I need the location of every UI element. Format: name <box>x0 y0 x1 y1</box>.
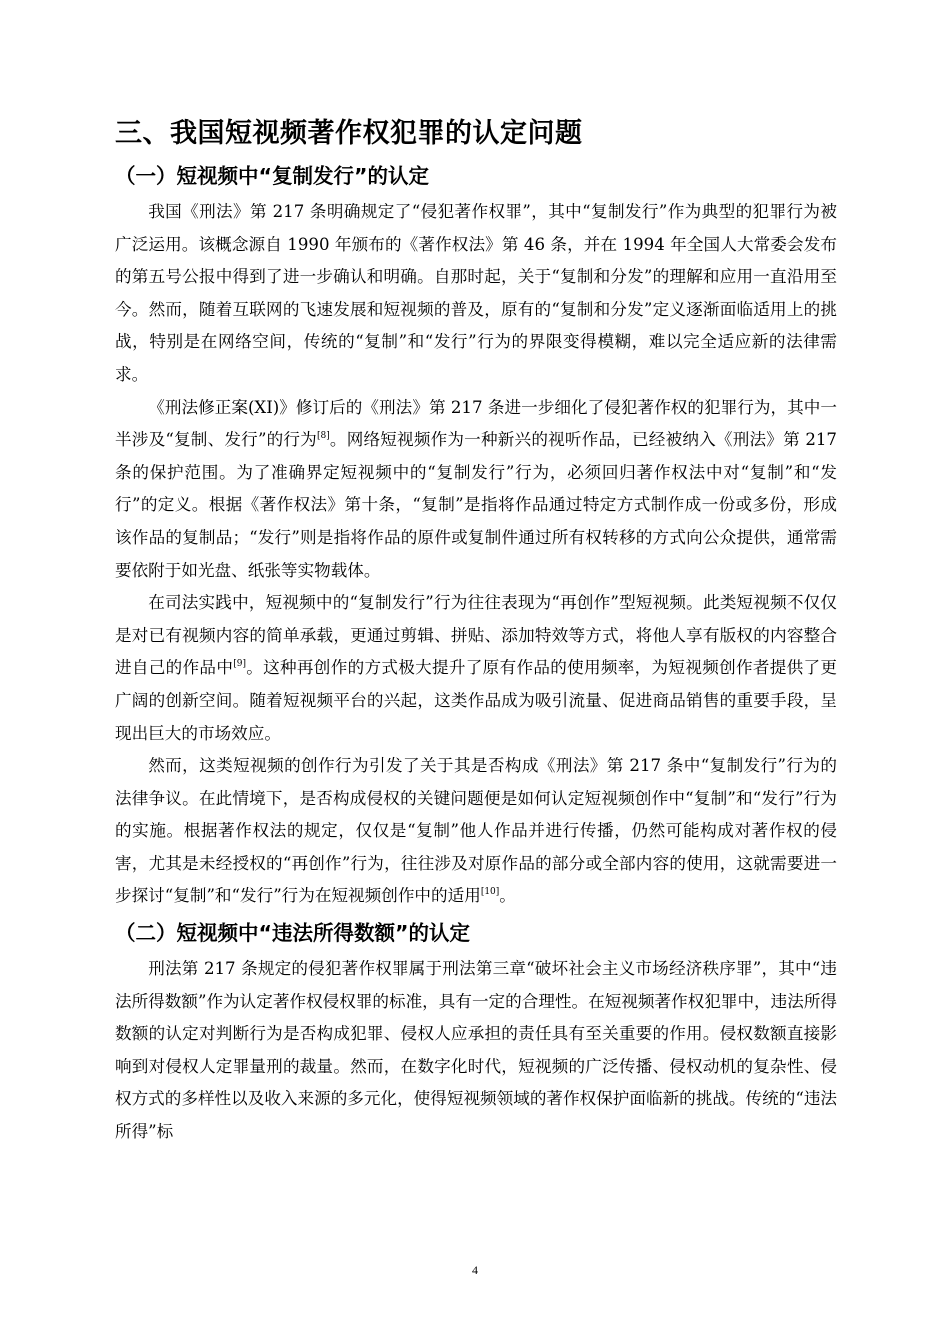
page-content <box>115 112 837 1149</box>
citation-reference: [10] <box>480 887 500 898</box>
citation-reference: [9] <box>233 659 246 670</box>
paragraph-text: 我国《刑法》第 217 条明确规定了“侵犯著作权罪”，其中“复制发行”作为典型的犯罪行为被广泛运用。该概念源自 1990 年颁布的《著作权法》第 46 条，并在 1994 年全国人大常委会发布的第五号公报中得到了进一步确认和明确。自那时起，关于“复制和分发”的理解和应用一直沿用至今。然而，随着互联网的飞速发展和短视频的普及，原有的“复制和分发”定义逐渐面临适用上的挑战，特别是在网络空间，传统的“复制”和“发行”行为的界限变得模糊，难以完全适应新的法律需求。 <box>115 202 837 384</box>
chapter-heading: 三、我国短视频著作权犯罪的认定问题 <box>115 118 583 149</box>
paragraph-text: 在司法实践中，短视频中的“复制发行”行为往往表现为“再创作”型短视频。此类短视频不仅仅是对已有视频内容的简单承载，更通过剪辑、拼贴、添加特效等方式，将他人享有版权的内容整合进自己的作品中 <box>115 593 837 678</box>
paragraph-text: 然而，这类短视频的创作行为引发了关于其是否构成《刑法》第 217 条中“复制发行”行为的法律争议。在此情境下，是否构成侵权的关键问题便是如何认定短视频创作中“复制”和“发行”行为的实施。根据著作权法的规定，仅仅是“复制”他人作品并进行传播，仍然可能构成对著作权的侵害，尤其是未经授权的“再创作”行为，往往涉及对原作品的部分或全部内容的使用，这就需要进一步探讨“复制”和“发行”行为在短视频创作中的适用 <box>115 756 837 906</box>
paragraph <box>115 953 837 1149</box>
page-number: 4 <box>472 1263 478 1277</box>
section-2-heading: （二）短视频中“违法所得数额”的认定 <box>115 921 470 946</box>
paragraph <box>115 392 837 588</box>
citation-reference: [8] <box>316 431 330 442</box>
paragraph-text: 。网络短视频作为一种新兴的视听作品，已经被纳入《刑法》第 217 条的保护范围。为了准确界定短视频中的“复制发行”行为，必须回归著作权法中对“复制”和“发行”的定义。根据《著作权法》第十条，“复制”是指将作品通过特定方式制作成一份或多份，形成该作品的复制品；“发行”则是指将作品的原件或复制件通过所有权转移的方式向公众提供，通常需要依附于如光盘、纸张等实物载体。 <box>115 430 837 580</box>
paragraph-text: 《刑法修正案(XI)》修订后的《刑法》第 217 条进一步细化了侵犯著作权的犯罪行为，其中一半涉及“复制、发行”的行为 <box>115 397 837 450</box>
paragraph <box>115 587 837 750</box>
paragraph-text: 刑法第 217 条规定的侵犯著作权罪属于刑法第三章“破坏社会主义市场经济秩序罪”，其中“违法所得数额”作为认定著作权侵权罪的标准，具有一定的合理性。在短视频著作权犯罪中，违法所得数额的认定对判断行为是否构成犯罪、侵权人应承担的责任具有至关重要的作用。侵权数额直接影响到对侵权人定罪量刑的裁量。然而，在数字化时代，短视频的广泛传播、侵权动机的复杂性、侵权方式的多样性以及收入来源的多元化，使得短视频领域的著作权保护面临新的挑战。传统的“违法所得”标 <box>115 959 838 1142</box>
section-1-heading: （一）短视频中“复制发行”的认定 <box>115 164 429 188</box>
paragraph <box>115 196 837 392</box>
paragraph <box>115 750 837 913</box>
paragraph-text: 。这种再创作的方式极大提升了原有作品的使用频率，为短视频创作者提供了更广阔的创新空间。随着短视频平台的兴起，这类作品成为吸引流量、促进商品销售的重要手段，呈现出巨大的市场效应。 <box>115 658 838 743</box>
paragraph-text: 。 <box>499 886 516 906</box>
